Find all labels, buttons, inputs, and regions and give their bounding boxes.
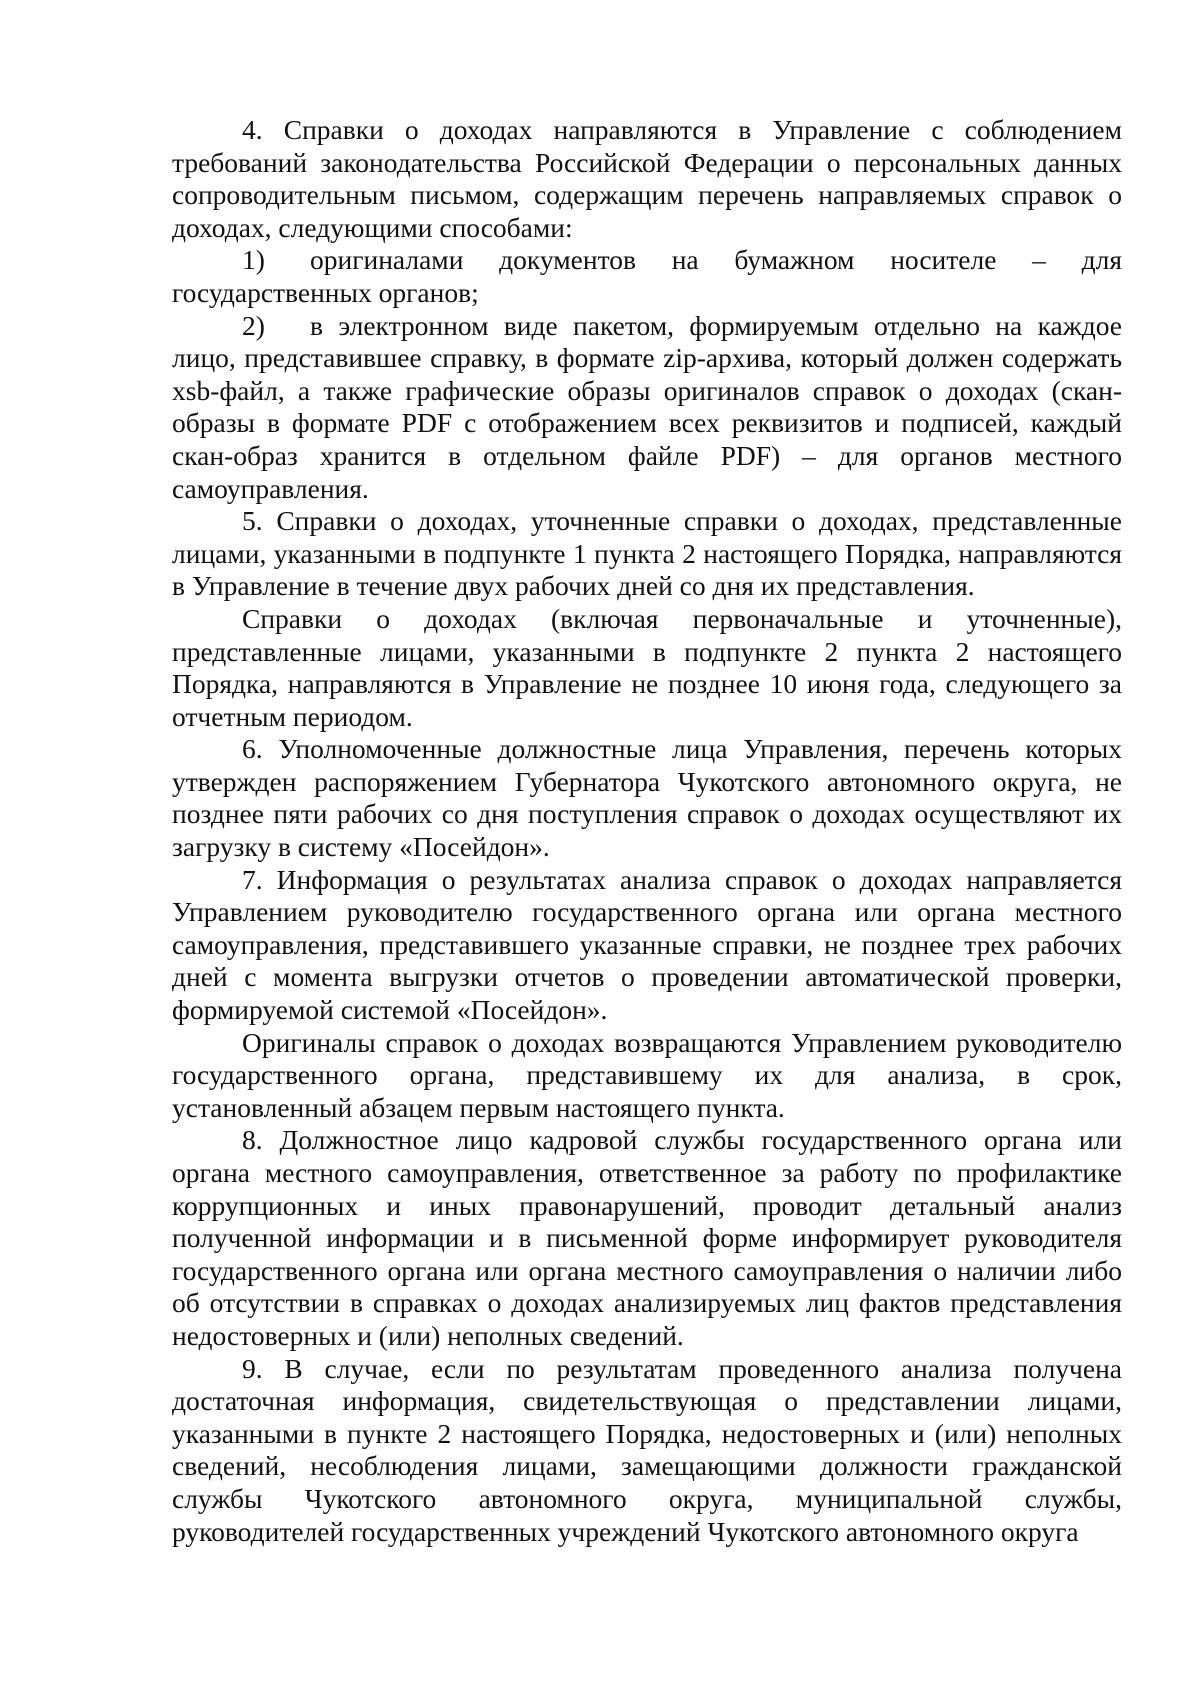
paragraph-item-7: 7. Информация о результатах анализа справок о доходах направляется Управлением руководителю государственного органа или органа местного самоуправления, представившего указанные справки, не позднее трех рабочих дней с момента выгрузки отчетов о проведении автоматической проверки, формируемой системой «Посейдон».: [172, 863, 1122, 1026]
list-item-number: 1): [242, 244, 265, 276]
paragraph-item-7-second: Оригиналы справок о доходах возвращаются Управлением руководителю государственного органа, представившему их для анализа, в срок, установленный абзацем первым настоящего пункта.: [172, 1026, 1122, 1123]
list-item-text: оригиналами документов на бумажном носителе – для государственных органов;: [172, 244, 1122, 308]
list-item-electronic: [172, 310, 1122, 506]
list-item-text: в электронном виде пакетом, формируемым отдельно на каждое лицо, представившее справку, в формате zip-архива, который должен содержать xsb-файл, а также графические образы оригиналов справок о доходах (скан-образы в формате PDF с отображением всех реквизитов и подписей, каждый скан-образ хранится в отдельном файле PDF) – для органов местного самоуправления.: [172, 309, 1122, 504]
paragraph-item-8: 8. Должностное лицо кадровой службы государственного органа или органа местного самоуправления, ответственное за работу по профилактике коррупционных и иных правонарушений, проводит детальный анализ полученной информации и в письменной форме информирует руководителя государственного органа или органа местного самоуправления о наличии либо об отсутствии в справках о доходах анализируемых лиц фактов представления недостоверных и (или) неполных сведений.: [172, 1124, 1122, 1351]
list-item-number: 2): [242, 309, 265, 341]
paragraph-item-6: 6. Уполномоченные должностные лица Управления, перечень которых утвержден распоряжением Губернатора Чукотского автономного округа, не позднее пяти рабочих со дня поступления справок о доходах осуществляют их загрузку в систему «Посейдон».: [172, 733, 1122, 863]
paragraph-item-5-second: Справки о доходах (включая первоначальные и уточненные), представленные лицами, указанными в подпункте 2 пункта 2 настоящего Порядка, направляются в Управление не позднее 10 июня года, следующего за отчетным периодом.: [172, 602, 1122, 732]
list-item-originals: [172, 244, 1122, 309]
paragraph-item-9: 9. В случае, если по результатам проведенного анализа получена достаточная информация, свидетельствующая о представлении лицами, указанными в пункте 2 настоящего Порядка, недостоверных и (или) неполных сведений, несоблюдения лицами, замещающими должности гражданской службы Чукотского автономного округа, муниципальной службы, руководителей государственных учреждений Чукотского автономного округа: [172, 1352, 1122, 1547]
paragraph-item-5: 5. Справки о доходах, уточненные справки о доходах, представленные лицами, указанными в подпункте 1 пункта 2 настоящего Порядка, направляются в Управление в течение двух рабочих дней со дня их представления.: [172, 505, 1122, 602]
document-page: [172, 114, 1122, 1548]
paragraph-item-4: 4. Справки о доходах направляются в Управление с соблюдением требований законодательства Российской Федерации о персональных данных сопроводительным письмом, содержащим перечень направляемых справок о доходах, следующими способами:: [172, 114, 1122, 243]
